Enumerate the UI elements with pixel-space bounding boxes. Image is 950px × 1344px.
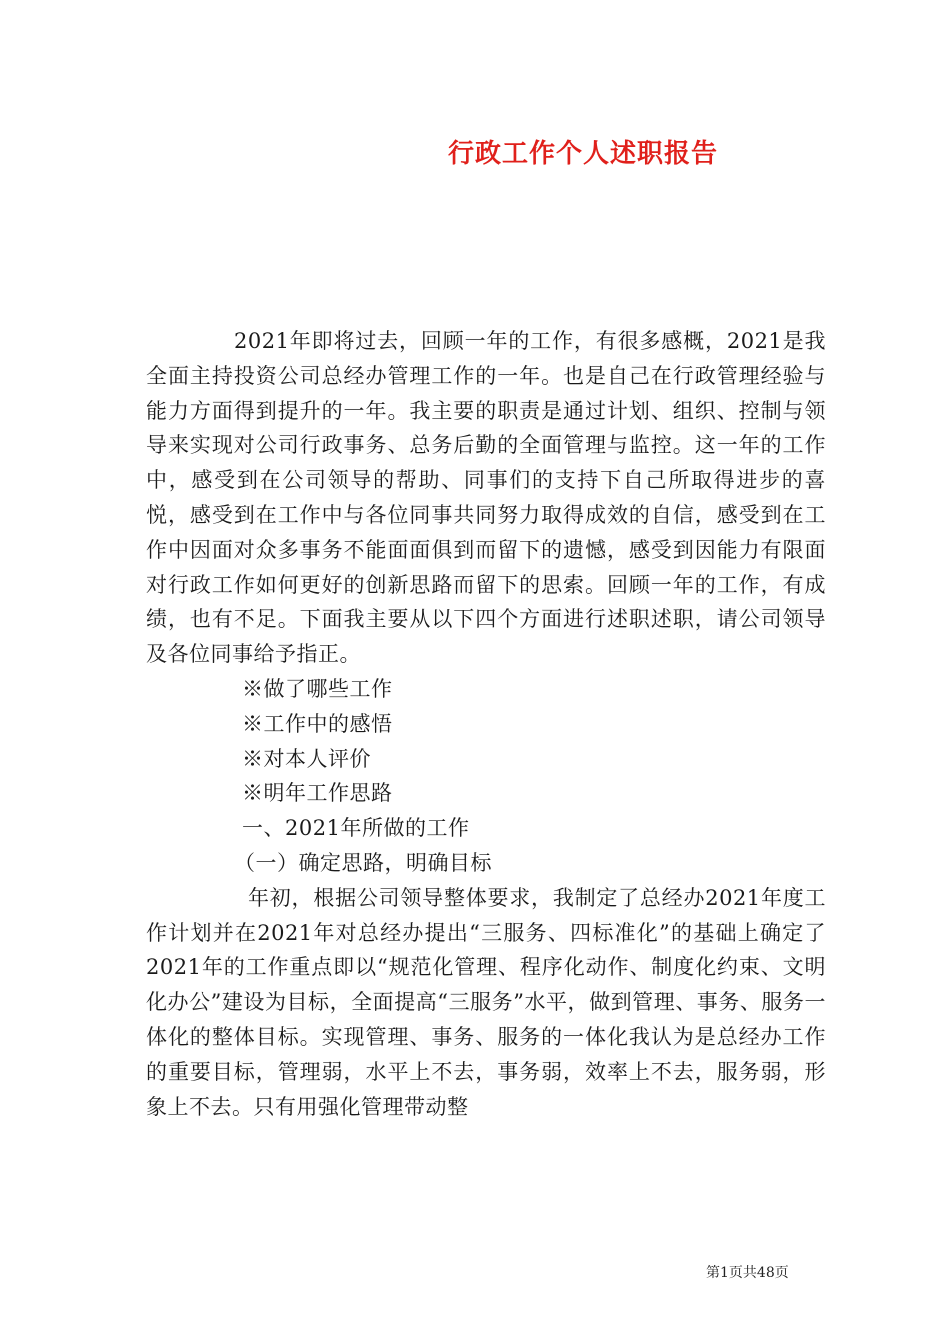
outline-item: ※做了哪些工作 — [242, 676, 393, 701]
document-body — [146, 324, 826, 1124]
section-heading: 一、2021年所做的工作 — [242, 816, 470, 841]
outline-item: ※工作中的感悟 — [242, 711, 393, 736]
outline-item: ※明年工作思路 — [242, 781, 393, 806]
intro-paragraph: 2021年即将过去，回顾一年的工作，有很多感概，2021是我全面主持投资公司总经办管理工作的一年。也是自己在行政管理经验与能力方面得到提升的一年。我主要的职责是通过计划、组织、控制与领导来实现对公司行政事务、总务后勤的全面管理与监控。这一年的工作中，感受到在公司领导的帮助、同事们的支持下自己所取得进步的喜悦，感受到在工作中与各位同事共同努力取得成效的自信，感受到在工作中因面对众多事务不能面面俱到而留下的遗憾，感受到因能力有限面对行政工作如何更好的创新思路而留下的思索。回顾一年的工作，有成绩，也有不足。下面我主要从以下四个方面进行述职述职，请公司领导及各位同事给予指正。 — [146, 329, 826, 667]
section-paragraph: 年初，根据公司领导整体要求，我制定了总经办2021年度工作计划并在2021年对总经办提出“三服务、四标准化”的基础上确定了2021年的工作重点即以“规范化管理、程序化动作、制度化约束、文明化办公”建设为目标，全面提高“三服务”水平，做到管理、事务、服务一体化的整体目标。实现管理、事务、服务的一体化我认为是总经办工作的重要目标，管理弱，水平上不去，事务弱，效率上不去，服务弱，形象上不去。只有用强化管理带动整 — [146, 885, 826, 1119]
document-title: 行政工作个人述职报告 — [448, 139, 719, 169]
outline-item: ※对本人评价 — [242, 746, 371, 771]
subsection-heading: （一）确定思路，明确目标 — [234, 850, 492, 875]
page-number: 第1页共48页 — [706, 1265, 789, 1281]
